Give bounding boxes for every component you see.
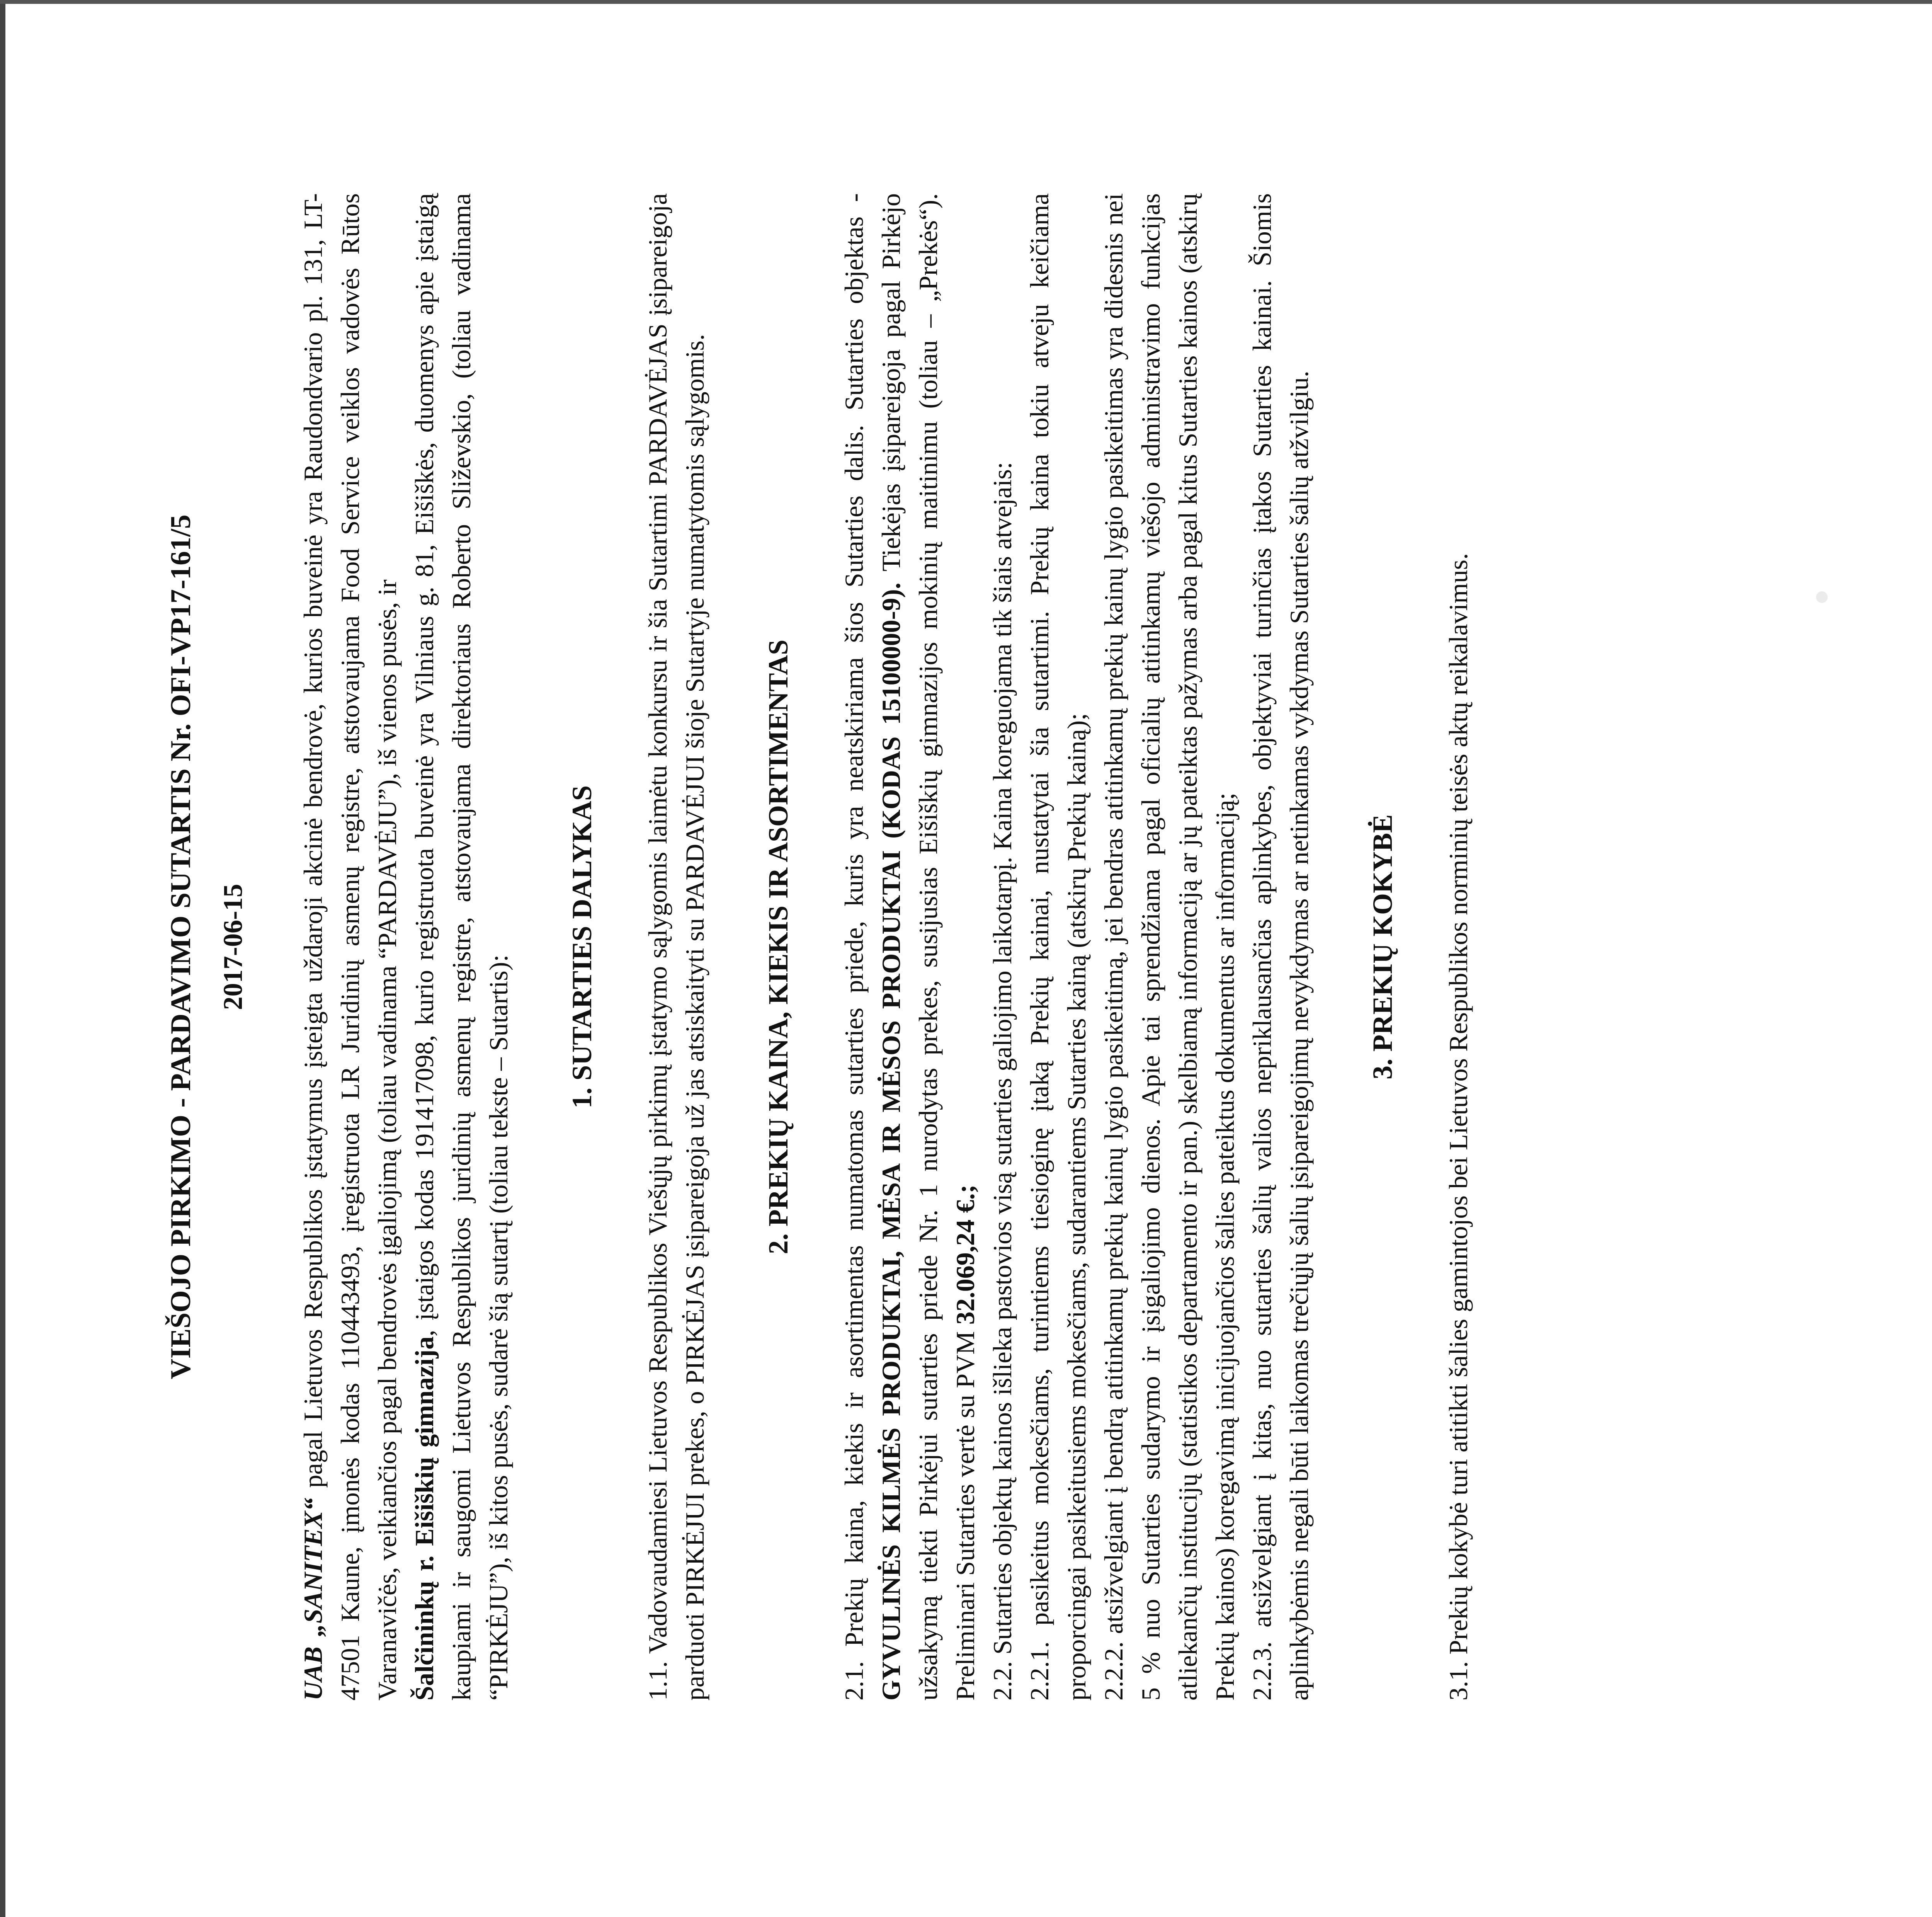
scan-edge-top	[0, 0, 5, 1917]
clause-2-2-1: 2.2.1. pasikeitus mokesčiams, turintiems tiesioginę įtaką Prekių kainai, nustatytai šia sutartimi. Prekių kaina tokiu atveju keičiama proporcingai pasikeitusiems mokesčiams, sudarantiems Sutarties kainą (atskirų Prekių kainą);	[1025, 193, 1091, 1701]
clause-2-1	[835, 193, 984, 1701]
buyer-paragraph	[406, 193, 517, 1701]
document-content	[162, 193, 1477, 1701]
buyer-name: Šalčininkų r. Eišiškių gimnazija	[410, 1336, 439, 1701]
buyer-details: , įstaigos kodas 191417098, kurio registruota buveinė yra Vilniaus g. 81, Eišiškės, duomenys apie įstaigą kaupiami ir saugomi Lietuvos Respublikos juridinių asmenų registre, atstovaujama direktoriaus Roberto Sliževskio, (toliau vadinama “PIRKĖJU”), iš kitos pusės, sudarė šią sutartį (toliau tekste – Sutartis):	[410, 193, 513, 1701]
scan-blot	[1816, 591, 1828, 603]
clause-2-2-2: 2.2.2. atsižvelgiant į bendrą atitinkamų prekių kainų lygio pasikeitimą, jei bendras atitinkamų prekių kainų lygio pasikeitimas yra didesnis nei 5 % nuo Sutarties sudarymo ir įsigaliojimo dienos. Apie tai sprendžiama pagal oficialių atitinkamų viešojo administravimo funkcijas atliekančių institucijų (statistikos departamento ir pan.) skelbiamą informaciją ar jų pateiktas pažymas arba pagal kitus Sutarties kainos (atskirų Prekių kainos) koregavimą inicijuojančios šalies pateiktus dokumentus ar informaciją;	[1099, 193, 1240, 1701]
section-2-title: 2. PREKIŲ KAINA, KIEKIS IR ASORTIMENTAS	[763, 639, 794, 1255]
seller-name: UAB „SANITEX“	[298, 1498, 328, 1701]
clause-2-1-middle: Tiekėjas įsipareigoja pagal Pirkėjo užsakymą tiekti Pirkėjui sutarties priede Nr. 1 nurodytas prekes, susijusias Eišiškių gimnazijos mokinių maitinimu (toliau – „Prekės“). Preliminari Sutarties vertė su PVM	[876, 193, 980, 1701]
document-title: VIEŠOJO PIRKIMO - PARDAVIMO SUTARTIS Nr. OFI-VP17-161/5	[165, 514, 197, 1379]
section-1-title: 1. SUTARTIES DALYKAS	[566, 785, 597, 1108]
contract-object: GYVULINĖS KILMĖS PRODUKTAI, MĖSA IR MĖSOS PRODUKTAI (KODAS 15100000-9).	[876, 582, 906, 1701]
clause-2-1-start: 2.1. Prekių kaina, kiekis ir asortimentas numatomas sutarties priede, kuris yra neatskiriama šios Sutarties dalis. Sutarties objektas -	[839, 193, 869, 1701]
scan-edge-right	[0, 0, 1932, 4]
clause-2-2: 2.2. Sutarties objektų kainos išlieka pastovios visą sutarties galiojimo laikotarpį. Kaina koreguojama tik šiais atvejais:	[988, 462, 1017, 1701]
clause-3-1: 3.1. Prekių kokybė turi atitikti šalies gamintojos bei Lietuvos Respublikos norminių teisės aktų reikalavimus.	[1444, 553, 1473, 1701]
clause-1-1: 1.1. Vadovaudamiesi Lietuvos Respublikos Viešųjų pirkimų įstatymo sąlygomis laimėtu konkursu ir šia Sutartimi PARDAVĖJAS įsipareigoja parduoti PIRKĖJUI prekes, o PIRKĖJAS įsipareigoja už jas atsiskaityti su PARDAVĖJUI šioje Sutartyje numatytomis sąlygomis.	[643, 193, 709, 1701]
contract-value: 32.069,24 €.;	[951, 1184, 980, 1325]
seller-details: pagal Lietuvos Respublikos įstatymus įsteigta uždaroji akcinė bendrovė, kurios buveinė yra Raudondvario pl. 131, LT-47501 Kaune, įmonės kodas 110443493, įregistruota LR Juridinių asmenų registre, atstovaujama Food Service veiklos vadovės Rūtos Varanavičės, veikiančios pagal bendrovės įgaliojimą (toliau vadinama “PARDAVĖJU”), iš vienos pusės, ir	[298, 193, 402, 1701]
document-date: 2017-06-15	[218, 884, 248, 1010]
parties-paragraph	[294, 193, 406, 1701]
section-3-title: 3. PREKIŲ KOKYBĖ	[1367, 814, 1398, 1080]
clause-2-2-3: 2.2.3. atsižvelgiant į kitas, nuo sutarties šalių valios nepriklausančias aplinkybes, objektyviai turinčias įtakos Sutarties kainai. Šiomis aplinkybėmis negali būti laikomas trečiųjų šalių įsipareigojimų nevykdymas ar netinkamas vykdymas Sutarties šalių atžvilgiu.	[1247, 193, 1314, 1701]
